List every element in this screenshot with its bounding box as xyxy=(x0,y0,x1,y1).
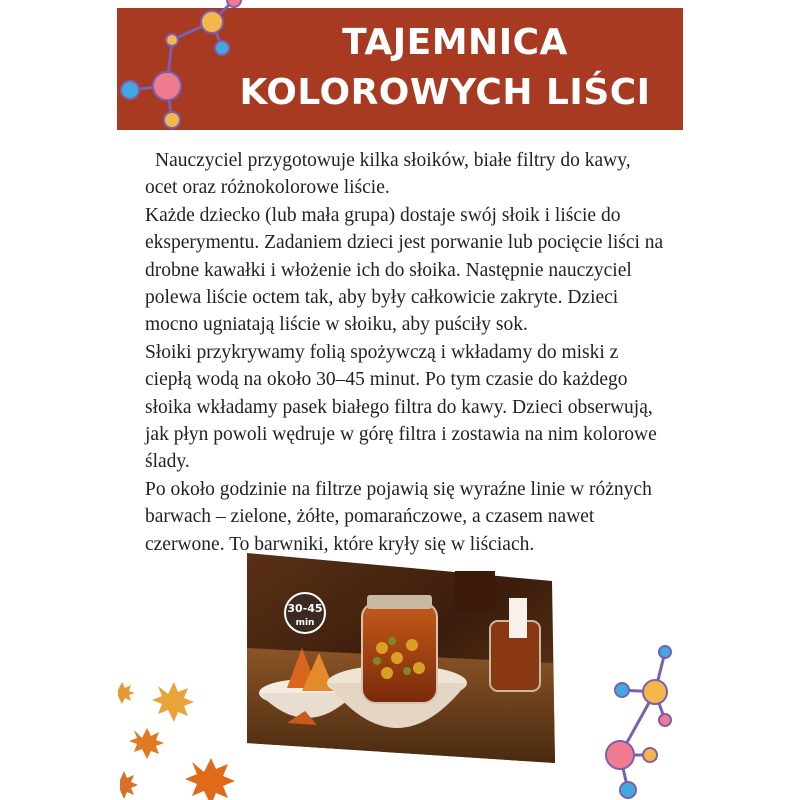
instructions-text xyxy=(145,147,665,558)
paragraph-3: Słoiki przykrywamy folią spożywczą i wkładamy do miski z ciepłą wodą na około 30–45 minut. Po tym czasie do każdego słoika wkładamy pasek białego filtra do kawy. Dzieci obserwują, jak płyn powoli wędruje w górę filtra i zostawia na nim kolorowe ślady. xyxy=(145,341,657,473)
title-line-2: KOLOROWYCH LIŚCI xyxy=(239,72,651,113)
paragraph-1: Nauczyciel przygotowuje kilka słoików, białe filtry do kawy, ocet oraz różnokolorowe liście. xyxy=(145,150,631,199)
timer-badge-number: 30-45 xyxy=(287,602,323,615)
page-title xyxy=(117,18,683,118)
experiment-photo xyxy=(247,553,555,763)
paragraph-2: Każde dziecko (lub mała grupa) dostaje swój słoik i liście do eksperymentu. Zadaniem dzieci jest porwanie lub pocięcie liści na drobne kawałki i włożenie ich do słoika. Następnie nauczyciel polewa liście octem tak, aby były całkowicie zakryte. Dzieci mocno ugniatają liście w słoiku, aby puściły sok. xyxy=(145,204,664,336)
title-line-1: TAJEMNICA xyxy=(342,22,568,63)
timer-badge-unit: min xyxy=(295,618,315,628)
molecule-icon xyxy=(600,640,690,800)
autumn-leaf-icon xyxy=(112,660,242,800)
paragraph-4: Po około godzinie na filtrze pojawią się wyraźne linie w różnych barwach – zielone, żółte, pomarańczowe, a czasem nawet czerwone. To barwniki, które kryły się w liściach. xyxy=(145,478,652,555)
